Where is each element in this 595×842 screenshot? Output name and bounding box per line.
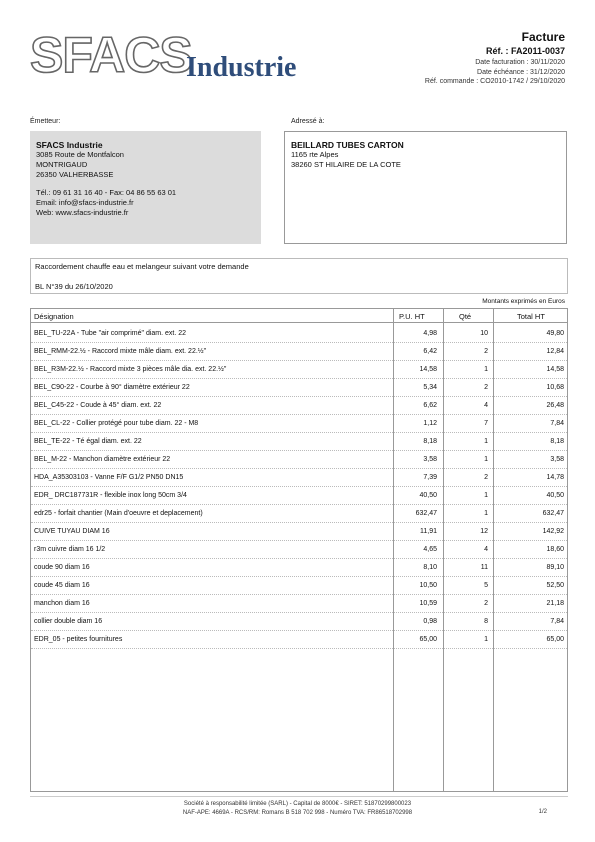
order-reference: Réf. commande : CO2010-1742 / 29/10/2020 (424, 78, 565, 85)
document-title: Facture (521, 30, 565, 44)
cell-quantity: 2 (484, 348, 488, 355)
cell-total: 14,78 (546, 474, 564, 481)
cell-designation: HDA_A35303103 - Vanne F/F G1/2 PN50 DN15 (34, 474, 184, 481)
page-number: 1/2 (538, 809, 547, 815)
cell-quantity: 1 (484, 456, 488, 463)
cell-unit-price: 0,98 (423, 618, 437, 625)
cell-total: 26,48 (546, 402, 564, 409)
table-header (31, 309, 567, 323)
table-row (31, 595, 567, 613)
cell-designation: CUIVE TUYAU DIAM 16 (34, 528, 110, 535)
emitter-block (30, 131, 261, 244)
table-row (31, 397, 567, 415)
company-logo (30, 27, 320, 86)
cell-total: 10,68 (546, 384, 564, 391)
cell-unit-price: 8,10 (423, 564, 437, 571)
cell-total: 49,80 (546, 330, 564, 337)
cell-unit-price: 6,62 (423, 402, 437, 409)
cell-designation: r3m cuivre diam 16 1/2 (34, 546, 106, 553)
header-designation: Désignation (34, 312, 74, 321)
cell-total: 142,92 (542, 528, 564, 535)
cell-quantity: 2 (484, 600, 488, 607)
cell-designation: coude 45 diam 16 (34, 582, 90, 589)
table-row (31, 415, 567, 433)
recipient-label: Adressé à: (291, 118, 325, 125)
invoice-subject (30, 258, 568, 294)
invoice-date: Date facturation : 30/11/2020 (475, 59, 565, 66)
table-row (31, 613, 567, 631)
cell-designation: edr25 - forfait chantier (Main d'oeuvre et deplacement) (34, 510, 203, 517)
cell-quantity: 8 (484, 618, 488, 625)
cell-quantity: 1 (484, 438, 488, 445)
table-row (31, 433, 567, 451)
cell-quantity: 7 (484, 420, 488, 427)
cell-unit-price: 40,50 (419, 492, 437, 499)
recipient-block (284, 131, 567, 244)
delivery-note-reference: BL N°39 du 26/10/2020 (35, 282, 113, 291)
cell-quantity: 1 (484, 510, 488, 517)
table-row (31, 469, 567, 487)
cell-unit-price: 1,12 (423, 420, 437, 427)
table-row (31, 559, 567, 577)
cell-designation: collier double diam 16 (34, 618, 103, 625)
cell-quantity: 1 (484, 492, 488, 499)
cell-designation: BEL_C45-22 - Coude à 45° diam. ext. 22 (34, 402, 162, 409)
cell-quantity: 10 (480, 330, 488, 337)
cell-quantity: 2 (484, 474, 488, 481)
table-row (31, 631, 567, 649)
cell-designation: BEL_TE-22 - Té égal diam. ext. 22 (34, 438, 142, 445)
cell-total: 8,18 (550, 438, 564, 445)
emitter-phone-fax: Tél.: 09 61 31 16 40 - Fax: 04 86 55 63 01 (36, 188, 177, 197)
cell-designation: BEL_M-22 - Manchon diamètre extérieur 22 (34, 456, 171, 463)
footer-legal-line-1: Société à responsabilité limitée (SARL) - Capital de 8000€ - SIRET: 51870299800023 (183, 801, 412, 807)
emitter-city: MONTRIGAUD (36, 160, 88, 169)
table-row (31, 379, 567, 397)
cell-total: 40,50 (546, 492, 564, 499)
cell-unit-price: 8,18 (423, 438, 437, 445)
table-row (31, 505, 567, 523)
footer-legal-line-2: NAF-APE: 4669A - RCS/RM: Romans B 518 702 998 - Numéro TVA: FR86518702998 (182, 810, 413, 816)
cell-total: 14,58 (546, 366, 564, 373)
cell-designation: EDR_ DRC187731R - flexible inox long 50cm 3/4 (34, 492, 187, 499)
table-row (31, 523, 567, 541)
recipient-zip-city: 38260 ST HILAIRE DE LA COTE (291, 160, 401, 169)
cell-designation: coude 90 diam 16 (34, 564, 90, 571)
header-unit-price: P.U. HT (399, 312, 425, 321)
cell-designation: BEL_TU-22A - Tube "air comprimé" diam. ext. 22 (34, 330, 187, 337)
cell-total: 18,60 (546, 546, 564, 553)
cell-unit-price: 10,50 (419, 582, 437, 589)
cell-total: 21,18 (546, 600, 564, 607)
cell-unit-price: 632,47 (415, 510, 437, 517)
table-row (31, 451, 567, 469)
cell-quantity: 1 (484, 366, 488, 373)
cell-quantity: 12 (480, 528, 488, 535)
cell-designation: BEL_R3M-22.½ - Raccord mixte 3 pièces mâle dia. ext. 22.½" (34, 366, 227, 373)
cell-quantity: 5 (484, 582, 488, 589)
table-row (31, 343, 567, 361)
cell-unit-price: 3,58 (423, 456, 437, 463)
cell-unit-price: 5,34 (423, 384, 437, 391)
cell-quantity: 2 (484, 384, 488, 391)
emitter-email: Email: info@sfacs-industrie.fr (36, 198, 134, 207)
emitter-zip-city: 26350 VALHERBASSE (36, 170, 114, 179)
header-quantity: Qté (459, 312, 472, 321)
invoice-header (425, 30, 565, 87)
table-row (31, 361, 567, 379)
cell-unit-price: 7,39 (423, 474, 437, 481)
cell-unit-price: 14,58 (419, 366, 437, 373)
cell-total: 7,84 (550, 420, 564, 427)
cell-total: 7,84 (550, 618, 564, 625)
table-row (31, 325, 567, 343)
cell-quantity: 11 (480, 564, 488, 571)
cell-quantity: 4 (484, 402, 488, 409)
cell-designation: BEL_C90-22 - Courbe à 90° diamètre extérieur 22 (34, 384, 190, 391)
recipient-name: BEILLARD TUBES CARTON (291, 140, 404, 150)
cell-designation: EDR_05 - petites fournitures (34, 636, 123, 643)
invoice-lines-table (30, 308, 568, 792)
cell-total: 12,84 (546, 348, 564, 355)
footer-divider (30, 796, 568, 797)
cell-total: 65,00 (546, 636, 564, 643)
cell-unit-price: 65,00 (419, 636, 437, 643)
emitter-label: Émetteur: (30, 118, 61, 125)
cell-unit-price: 6,42 (423, 348, 437, 355)
cell-total: 52,50 (546, 582, 564, 589)
cell-unit-price: 11,91 (420, 528, 437, 535)
table-row (31, 577, 567, 595)
cell-unit-price: 4,98 (423, 330, 437, 337)
cell-quantity: 4 (484, 546, 488, 553)
cell-unit-price: 10,59 (419, 600, 437, 607)
table-row (31, 487, 567, 505)
invoice-reference: Réf. : FA2011-0037 (485, 46, 565, 56)
cell-total: 89,10 (546, 564, 564, 571)
table-row (31, 541, 567, 559)
subject-description: Raccordement chauffe eau et melangeur suivant votre demande (35, 262, 249, 271)
cell-total: 632,47 (542, 510, 564, 517)
logo-brand: SFACS (30, 27, 192, 83)
emitter-address: 3085 Route de Montfalcon (36, 150, 124, 159)
cell-unit-price: 4,65 (423, 546, 437, 553)
header-total: Total HT (517, 312, 545, 321)
logo-suffix: Industrie (186, 52, 297, 83)
emitter-website: Web: www.sfacs-industrie.fr (36, 208, 129, 217)
cell-designation: BEL_RMM-22.½ - Raccord mixte mâle diam. ext. 22.½" (34, 348, 207, 355)
emitter-name: SFACS Industrie (36, 140, 103, 150)
cell-total: 3,58 (550, 456, 564, 463)
recipient-address: 1165 rte Alpes (291, 150, 339, 159)
cell-quantity: 1 (484, 636, 488, 643)
due-date: Date échéance : 31/12/2020 (477, 68, 565, 76)
cell-designation: manchon diam 16 (34, 600, 90, 607)
cell-designation: BEL_CL-22 - Collier protégé pour tube diam. 22 - M8 (34, 420, 199, 427)
currency-note: Montants exprimés en Euros (482, 298, 565, 305)
